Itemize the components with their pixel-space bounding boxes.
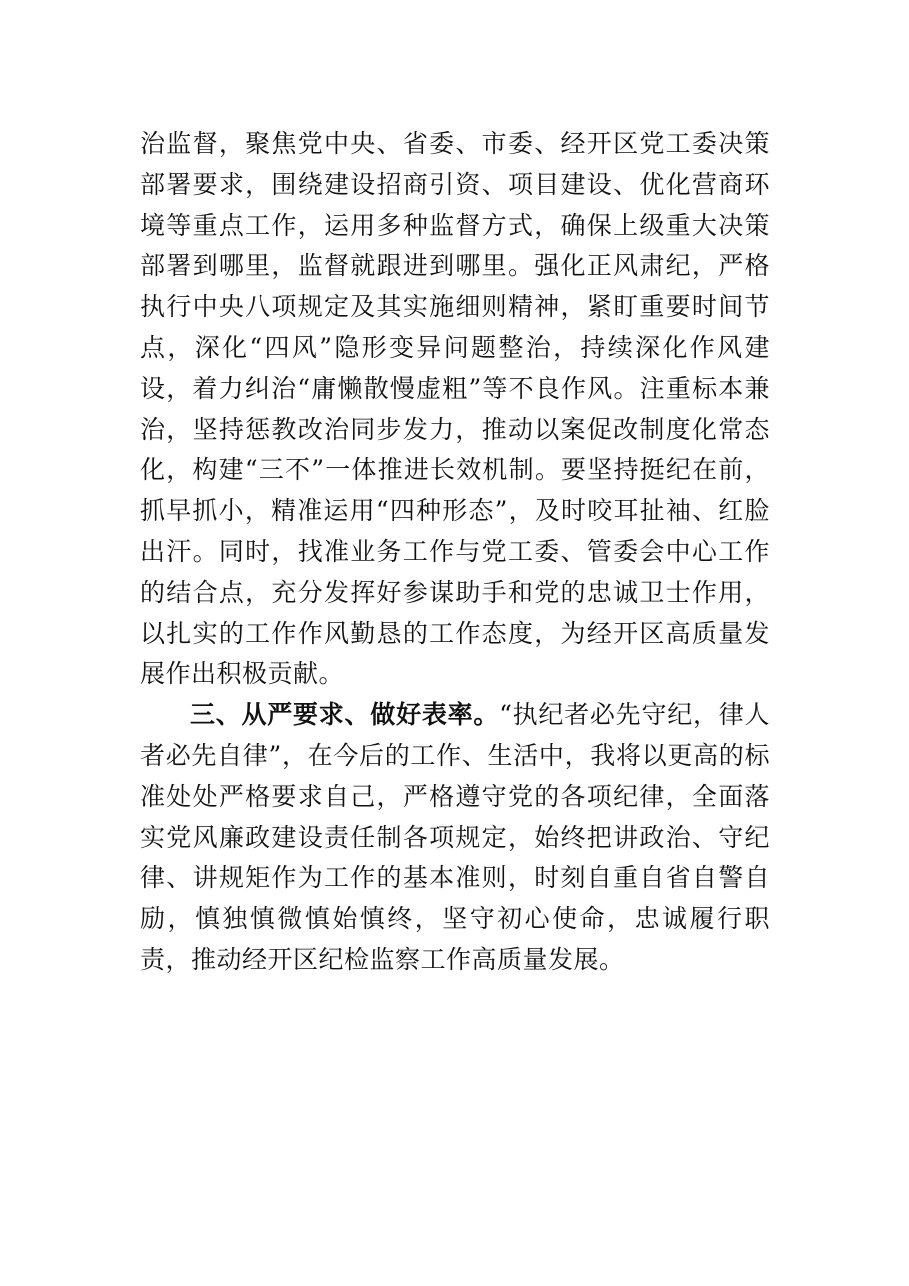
section-body: “执纪者必先守纪，律人者必先自律”，在今后的工作、生活中，我将以更高的标准处处严格要求自己，严格遵守党的各项纪律，全面落实党风廉政建设责任制各项规定，始终把讲政治、守纪律、讲规矩作为工作的基本准则，时刻自重自省自警自励，慎独慎微慎始慎终，坚守初心使命，忠诚履行职责，推动经开区纪检监察工作高质量发展。 [140,700,770,974]
section-heading: 三、从严要求、做好表率。 [190,700,500,730]
paragraph-section-three [140,695,770,981]
document-body [140,124,770,981]
paragraph-continued: 治监督，聚焦党中央、省委、市委、经开区党工委决策部署要求，围绕建设招商引资、项目建设、优化营商环境等重点工作，运用多种监督方式，确保上级重大决策部署到哪里，监督就跟进到哪里。强化正风肃纪，严格执行中央八项规定及其实施细则精神，紧盯重要时间节点，深化“四风”隐形变异问题整治，持续深化作风建设，着力纠治“庸懒散慢虚粗”等不良作风。注重标本兼治，坚持惩教改治同步发力，推动以案促改制度化常态化，构建“三不”一体推进长效机制。要坚持挺纪在前，抓早抓小，精准运用“四种形态”，及时咬耳扯袖、红脸出汗。同时，找准业务工作与党工委、管委会中心工作的结合点，充分发挥好参谋助手和党的忠诚卫士作用，以扎实的工作作风勤恳的工作态度，为经开区高质量发展作出积极贡献。 [140,129,770,689]
